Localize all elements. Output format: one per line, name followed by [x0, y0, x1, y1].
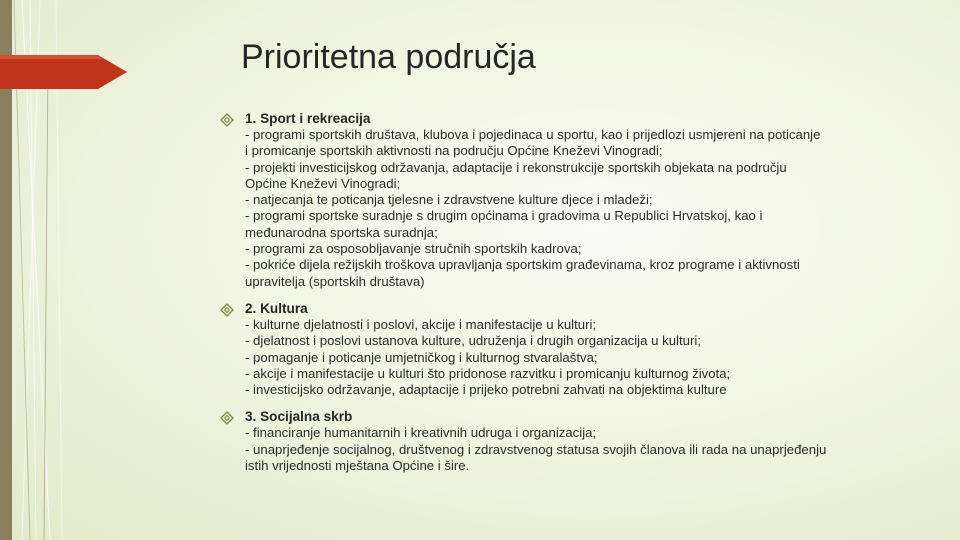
- slide-title: Prioritetna područja: [241, 38, 536, 76]
- diamond-bullet-icon: [220, 303, 234, 317]
- item-line: - programi sportskih društava, klubova i pojedinaca u sportu, kao i prijedlozi usmjereni na poticanje: [245, 127, 821, 142]
- content-list: [220, 111, 920, 485]
- item-line: - pomaganje i poticanje umjetničkog i kulturnog stvaralaštva;: [245, 349, 598, 365]
- item-title: 2. Kultura: [245, 300, 308, 316]
- item-line: istih vrijednosti mještana Općine i šire.: [245, 458, 470, 474]
- item-line: - programi sportske suradnje s drugim općinama i gradovima u Republici Hrvatskoj, kao i: [245, 208, 763, 224]
- list-item-kultura: [220, 301, 920, 398]
- item-line: - pokriće dijela režijskih troškova upravljanja sportskim građevinama, kroz programe i aktivnosti: [245, 257, 800, 273]
- list-item-sport: [220, 111, 920, 290]
- item-line: - kulturne djelatnosti i poslovi, akcije i manifestacije u kulturi;: [245, 316, 597, 332]
- item-line: Općine Kneževi Vinogradi;: [245, 175, 401, 191]
- diamond-bullet-icon: [220, 113, 234, 127]
- item-title: 3. Socijalna skrb: [245, 409, 353, 425]
- item-line: - djelatnost i poslovi ustanova kulture, udruženja i drugih organizacija u kulturi;: [245, 333, 701, 349]
- item-line: upravitelja (sportskih društava): [245, 273, 425, 289]
- item-line: - unaprjeđenje socijalnog, društvenog i zdravstvenog statusa svojih članova ili rada na unaprjeđenju: [245, 441, 827, 457]
- item-line: i promicanje sportskih aktivnosti na području Općine Kneževi Vinogradi;: [245, 143, 663, 159]
- list-item-socijalna-skrb: [220, 409, 920, 474]
- item-line: međunarodna sportska suradnja;: [245, 224, 438, 240]
- item-line: - projekti investicijskog održavanja, adaptacije i rekonstrukcije sportskih objekata na području: [245, 159, 787, 175]
- accent-arrow-shape: [0, 0, 140, 110]
- item-line: - natjecanja te poticanja tjelesne i zdravstvene kulture djece i mladeži;: [245, 192, 653, 208]
- diamond-bullet-icon: [220, 411, 234, 425]
- item-line: - akcije i manifestacije u kulturi što pridonose razvitku i promicanju kulturnog života;: [245, 365, 731, 381]
- item-line: - programi za osposobljavanje stručnih sportskih kadrova;: [245, 241, 582, 257]
- item-line: - investicijsko održavanje, adaptacije i prijeko potrebni zahvati na objektima kulture: [245, 382, 727, 398]
- item-line: - financiranje humanitarnih i kreativnih udruga i organizacija;: [245, 425, 597, 441]
- item-title: 1. Sport i rekreacija: [245, 111, 371, 126]
